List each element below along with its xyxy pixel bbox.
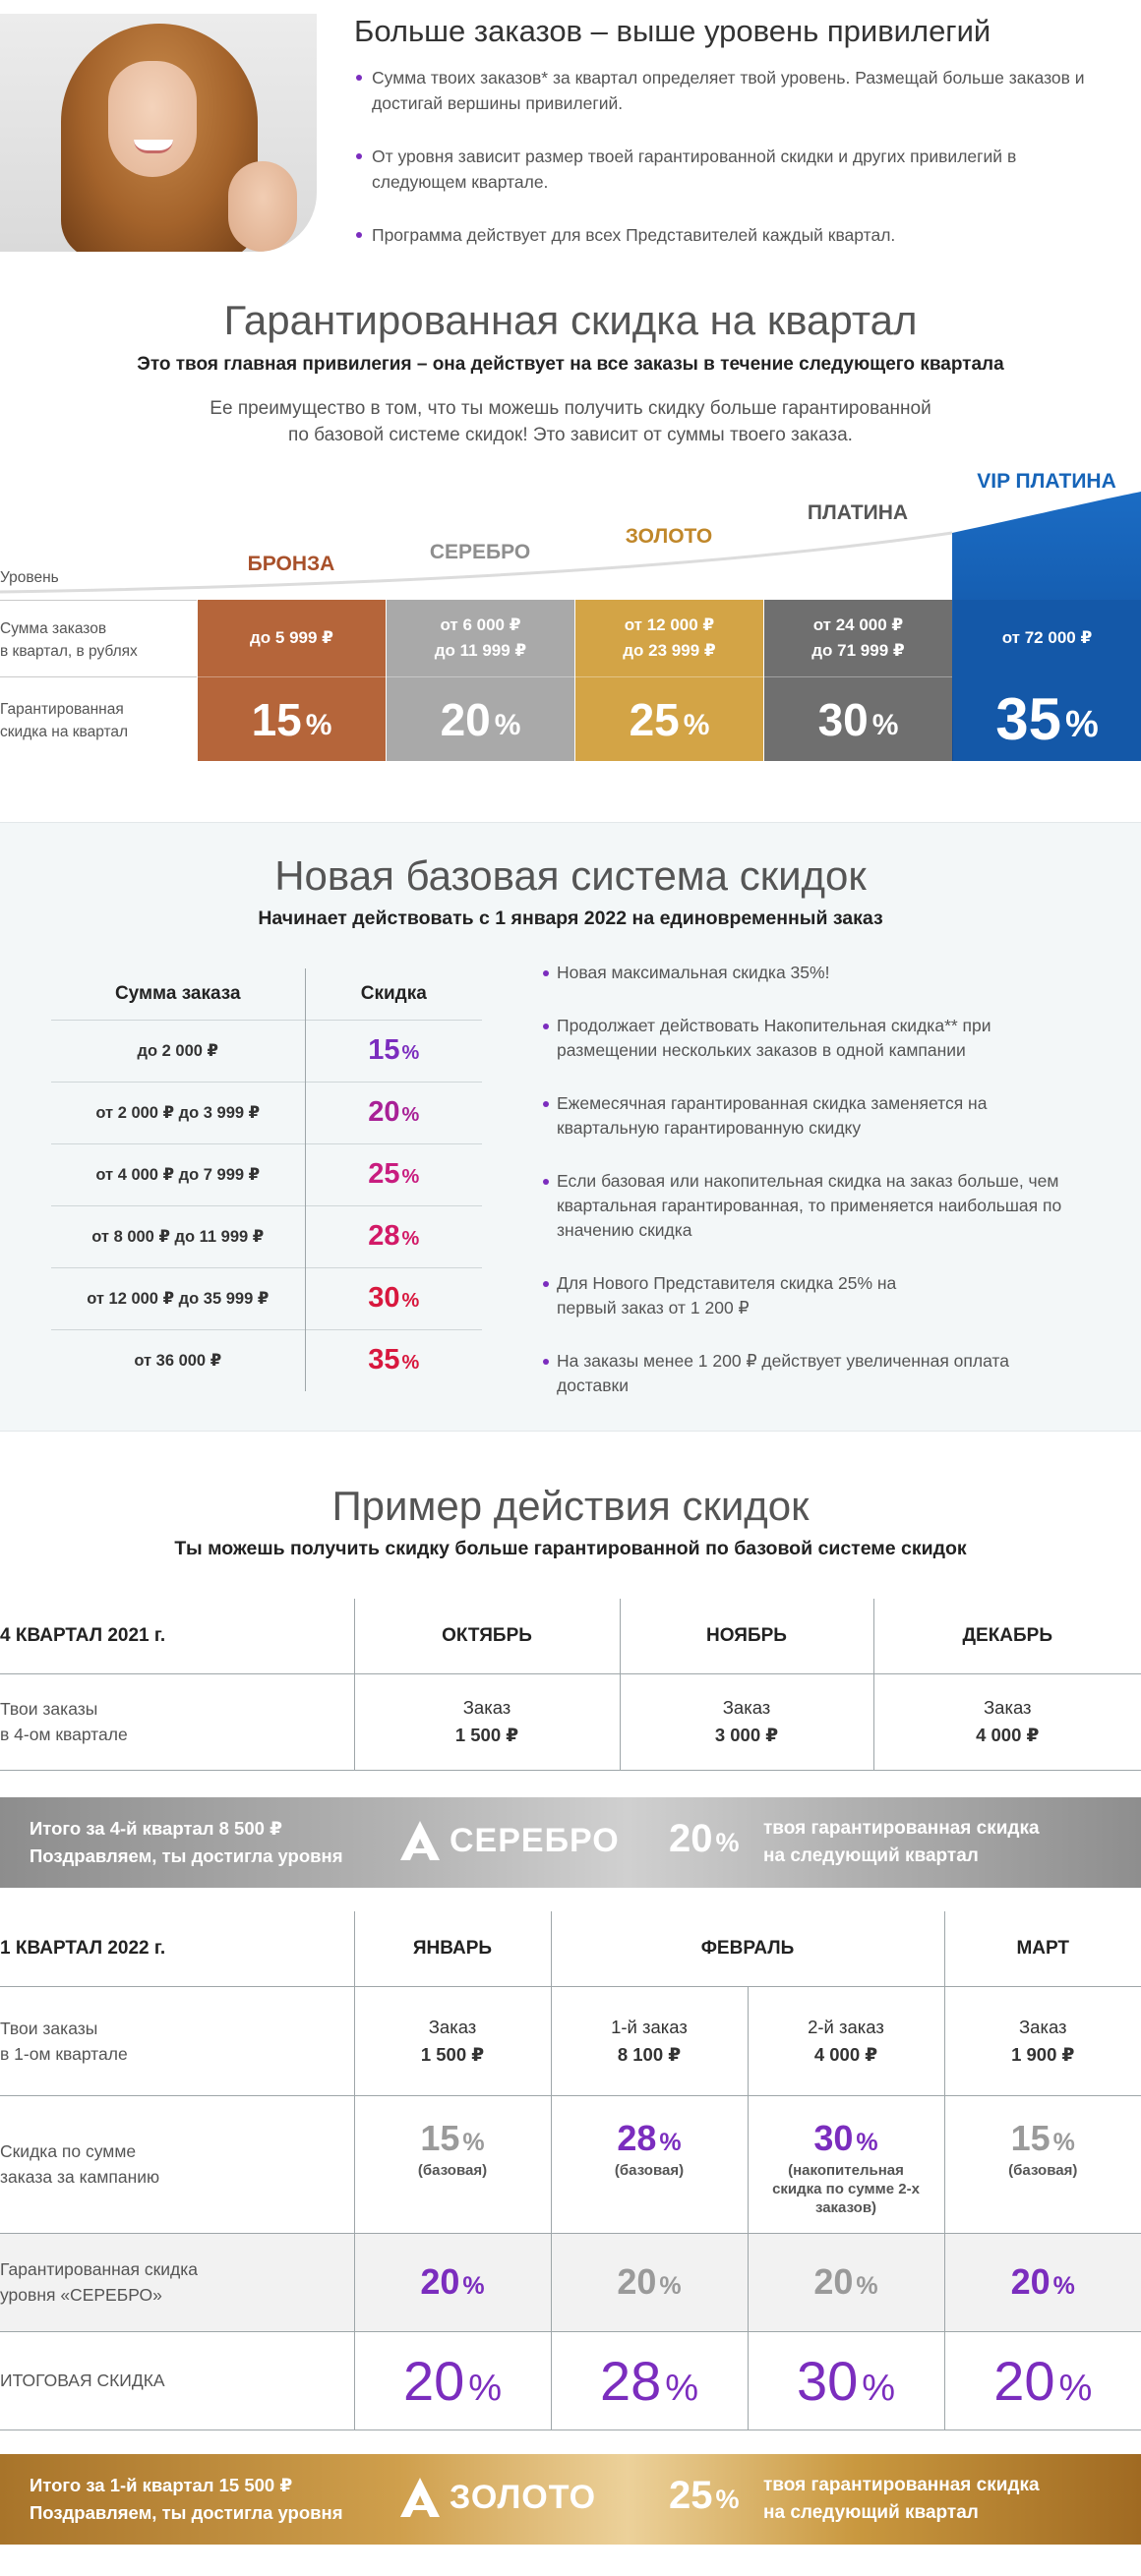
campaign-discount-cell bbox=[748, 2095, 944, 2233]
discount-value: 15 % bbox=[420, 2117, 485, 2158]
row-discount: 35 % bbox=[305, 1329, 482, 1391]
base-system-title: Новая базовая система скидок bbox=[274, 852, 867, 899]
banner-summary: Итого за 1-й квартал 15 500 ₽ Поздравляем, ты достигла уровня bbox=[30, 2475, 343, 2523]
row-label-discount-line: Гарантированная bbox=[0, 701, 124, 718]
level-percent: 30 % bbox=[764, 676, 952, 761]
level-percent: 15 % bbox=[198, 676, 386, 761]
row-label-sum-line: Сумма заказов bbox=[0, 620, 107, 637]
month-january: ЯНВАРЬ bbox=[354, 1911, 551, 1986]
row-discount: 20 % bbox=[305, 1082, 482, 1143]
levels-table bbox=[0, 462, 1141, 767]
level-sum: от 12 000 ₽ до 23 999 ₽ bbox=[623, 615, 716, 660]
discount-note: (базовая) bbox=[614, 2161, 685, 2179]
q1-orders-label: Твои заказы в 1-ом квартале bbox=[0, 1986, 354, 2095]
level-name-silver: СЕРЕБРО bbox=[429, 541, 531, 563]
guaranteed-discount-label: Гарантированная скидка уровня «СЕРЕБРО» bbox=[0, 2233, 354, 2331]
row-sum: от 12 000 ₽ до 35 999 ₽ bbox=[51, 1267, 305, 1329]
row-label-sum bbox=[0, 617, 138, 663]
row-label-level: Уровень bbox=[0, 569, 59, 586]
hero-title: Больше заказов – выше уровень привилегий bbox=[354, 14, 991, 48]
discount-note: (накопительная скидка по сумме 2-х заказов) bbox=[772, 2161, 920, 2216]
guaranteed-title: Гарантированная скидка на квартал bbox=[223, 297, 918, 343]
level-triangle-icon bbox=[398, 1819, 442, 1862]
row-discount: 15 % bbox=[305, 1020, 482, 1082]
rules-list bbox=[541, 961, 1102, 1427]
final-discount-cell bbox=[748, 2331, 944, 2430]
guaranteed-discount-cell bbox=[551, 2233, 748, 2331]
q1-order-cell: 1-й заказ 8 100 ₽ bbox=[551, 1986, 748, 2095]
rule-item: На заказы менее 1 200 ₽ действует увеличенная оплата доставки bbox=[541, 1349, 1052, 1398]
month-november: НОЯБРЬ bbox=[620, 1599, 873, 1673]
final-discount-label: ИТОГОВАЯ СКИДКА bbox=[0, 2331, 354, 2430]
level-sum: от 6 000 ₽ до 11 999 ₽ bbox=[434, 615, 527, 660]
row-label-discount bbox=[0, 698, 128, 743]
q1-order-cell: 2-й заказ 4 000 ₽ bbox=[748, 1986, 944, 2095]
month-march: МАРТ bbox=[944, 1911, 1141, 1986]
level-column-gold bbox=[575, 600, 763, 761]
q4-header: 4 КВАРТАЛ 2021 г. bbox=[0, 1599, 354, 1673]
level-column-bronze bbox=[198, 600, 386, 761]
rule-item: Для Нового Представителя скидка 25% на первый заказ от 1 200 ₽ bbox=[541, 1271, 954, 1320]
row-sum: от 8 000 ₽ до 11 999 ₽ bbox=[51, 1205, 305, 1267]
final-value: 20 % bbox=[402, 2349, 503, 2412]
level-sum: от 72 000 ₽ bbox=[1001, 628, 1093, 647]
discount-value: 30 % bbox=[813, 2117, 878, 2158]
table-row bbox=[51, 1267, 482, 1329]
month-december: ДЕКАБРЬ bbox=[873, 1599, 1141, 1673]
campaign-discount-cell bbox=[551, 2095, 748, 2233]
q4-order-cell: Заказ 4 000 ₽ bbox=[873, 1673, 1141, 1770]
column-header-sum: Сумма заказа bbox=[114, 982, 241, 1004]
final-value: 30 % bbox=[796, 2349, 896, 2412]
hero-bullet-list bbox=[354, 65, 1102, 275]
hero-photo bbox=[0, 14, 317, 252]
level-name-bronze: БРОНЗА bbox=[247, 553, 335, 575]
q4-table bbox=[0, 1599, 1141, 1771]
rule-item: Продолжает действовать Накопительная скидка** при размещении нескольких заказов в одной кампании bbox=[541, 1014, 1072, 1063]
final-value: 20 % bbox=[993, 2349, 1093, 2412]
level-name-platinum: ПЛАТИНА bbox=[807, 501, 909, 524]
discount-value: 20 % bbox=[420, 2261, 485, 2302]
final-discount-cell bbox=[944, 2331, 1141, 2430]
month-october: ОКТЯБРЬ bbox=[354, 1599, 620, 1673]
hero-bullet: Программа действует для всех Представителей каждый квартал. bbox=[354, 222, 1102, 248]
level-name-vip-platinum: VIP ПЛАТИНА bbox=[977, 470, 1116, 493]
banner-note: твоя гарантированная скидка на следующий квартал bbox=[763, 2475, 1040, 2523]
rule-item: Ежемесячная гарантированная скидка заменяется на квартальную гарантированную скидку bbox=[541, 1091, 1052, 1141]
level-triangle-icon bbox=[398, 2476, 442, 2519]
base-system-panel bbox=[0, 822, 1141, 1432]
level-column-silver bbox=[387, 600, 574, 761]
example-subtitle: Ты можешь получить скидку больше гарантированной по базовой системе скидок bbox=[174, 1538, 967, 1559]
level-percent: 25 % bbox=[575, 676, 763, 761]
column-header-discount: Скидка bbox=[305, 968, 482, 1020]
guaranteed-discount-cell bbox=[748, 2233, 944, 2331]
campaign-discount-label: Скидка по сумме заказа за кампанию bbox=[0, 2095, 354, 2233]
level-sum: до 5 999 ₽ bbox=[250, 628, 333, 647]
table-row bbox=[51, 1329, 482, 1391]
q1-header: 1 КВАРТАЛ 2022 г. bbox=[0, 1911, 354, 1986]
banner-note: твоя гарантированная скидка на следующий квартал bbox=[763, 1818, 1040, 1866]
level-percent: 20 % bbox=[387, 676, 574, 761]
row-sum: от 2 000 ₽ до 3 999 ₽ bbox=[51, 1082, 305, 1143]
q1-order-cell: Заказ 1 500 ₽ bbox=[354, 1986, 551, 2095]
guaranteed-desc-line: Ее преимущество в том, что ты можешь получить скидку больше гарантированной bbox=[210, 398, 931, 419]
table-row bbox=[51, 1205, 482, 1267]
discount-value: 15 % bbox=[1010, 2117, 1075, 2158]
level-sum: от 24 000 ₽ до 71 999 ₽ bbox=[811, 615, 905, 660]
silver-banner bbox=[0, 1797, 1141, 1888]
table-row bbox=[51, 1020, 482, 1082]
row-label-discount-line: скидка на квартал bbox=[0, 724, 129, 740]
q4-order-cell: Заказ 1 500 ₽ bbox=[354, 1673, 620, 1770]
rule-item: Если базовая или накопительная скидка на заказ больше, чем квартальная гарантированная, то применяется наибольшая по значению скидка bbox=[541, 1169, 1102, 1243]
q4-order-cell: Заказ 3 000 ₽ bbox=[620, 1673, 873, 1770]
guaranteed-description bbox=[0, 395, 1141, 448]
rule-item: Новая максимальная скидка 35%! bbox=[541, 961, 1102, 985]
guaranteed-discount-cell bbox=[354, 2233, 551, 2331]
discount-value: 20 % bbox=[813, 2261, 878, 2302]
gold-banner bbox=[0, 2454, 1141, 2545]
example-title: Пример действия скидок bbox=[331, 1483, 810, 1529]
month-february: ФЕВРАЛЬ bbox=[551, 1911, 944, 1986]
q1-order-cell: Заказ 1 900 ₽ bbox=[944, 1986, 1141, 2095]
level-column-vip-platinum bbox=[953, 600, 1141, 761]
level-percent: 35 % bbox=[995, 685, 1099, 752]
hero-bullet: От уровня зависит размер твоей гарантированной скидки и других привилегий в следующем квартале. bbox=[354, 144, 1102, 195]
final-discount-cell bbox=[354, 2331, 551, 2430]
banner-percent: 20 % bbox=[669, 1817, 740, 1860]
final-value: 28 % bbox=[599, 2349, 699, 2412]
q1-table bbox=[0, 1911, 1141, 2430]
base-discount-table bbox=[51, 968, 482, 1391]
base-system-subtitle: Начинает действовать с 1 января 2022 на единовременный заказ bbox=[258, 907, 883, 929]
row-sum: от 36 000 ₽ bbox=[51, 1329, 305, 1391]
row-sum: от 4 000 ₽ до 7 999 ₽ bbox=[51, 1143, 305, 1205]
row-discount: 28 % bbox=[305, 1205, 482, 1267]
table-row bbox=[51, 1082, 482, 1143]
row-discount: 25 % bbox=[305, 1143, 482, 1205]
campaign-discount-cell bbox=[944, 2095, 1141, 2233]
q4-orders-label: Твои заказы в 4-ом квартале bbox=[0, 1673, 354, 1770]
guaranteed-desc-line: по базовой системе скидок! Это зависит от суммы твоего заказа. bbox=[288, 425, 853, 445]
guaranteed-subtitle: Это твоя главная привилегия – она действует на все заказы в течение следующего квартала bbox=[137, 354, 1004, 375]
discount-value: 20 % bbox=[617, 2261, 682, 2302]
hero-bullet: Сумма твоих заказов* за квартал определяет твой уровень. Размещай больше заказов и достигай вершины привилегий. bbox=[354, 65, 1102, 116]
banner-summary: Итого за 4-й квартал 8 500 ₽ Поздравляем, ты достигла уровня bbox=[30, 1818, 343, 1866]
hero-section bbox=[0, 0, 1141, 270]
discount-note: (базовая) bbox=[1008, 2161, 1078, 2179]
discount-value: 28 % bbox=[617, 2117, 682, 2158]
discount-note: (базовая) bbox=[417, 2161, 488, 2179]
campaign-discount-cell bbox=[354, 2095, 551, 2233]
discount-value: 20 % bbox=[1010, 2261, 1075, 2302]
level-name-gold: ЗОЛОТО bbox=[625, 525, 713, 548]
guaranteed-discount-cell bbox=[944, 2233, 1141, 2331]
row-label-sum-line: в квартал, в рублях bbox=[0, 643, 138, 660]
row-discount: 30 % bbox=[305, 1267, 482, 1329]
table-row bbox=[51, 1143, 482, 1205]
silver-level-logo: СЕРЕБРО bbox=[398, 1819, 620, 1862]
final-discount-cell bbox=[551, 2331, 748, 2430]
banner-percent: 25 % bbox=[669, 2474, 740, 2517]
level-column-platinum bbox=[764, 600, 952, 761]
row-sum: до 2 000 ₽ bbox=[51, 1020, 305, 1082]
gold-level-logo: ЗОЛОТО bbox=[398, 2476, 596, 2519]
